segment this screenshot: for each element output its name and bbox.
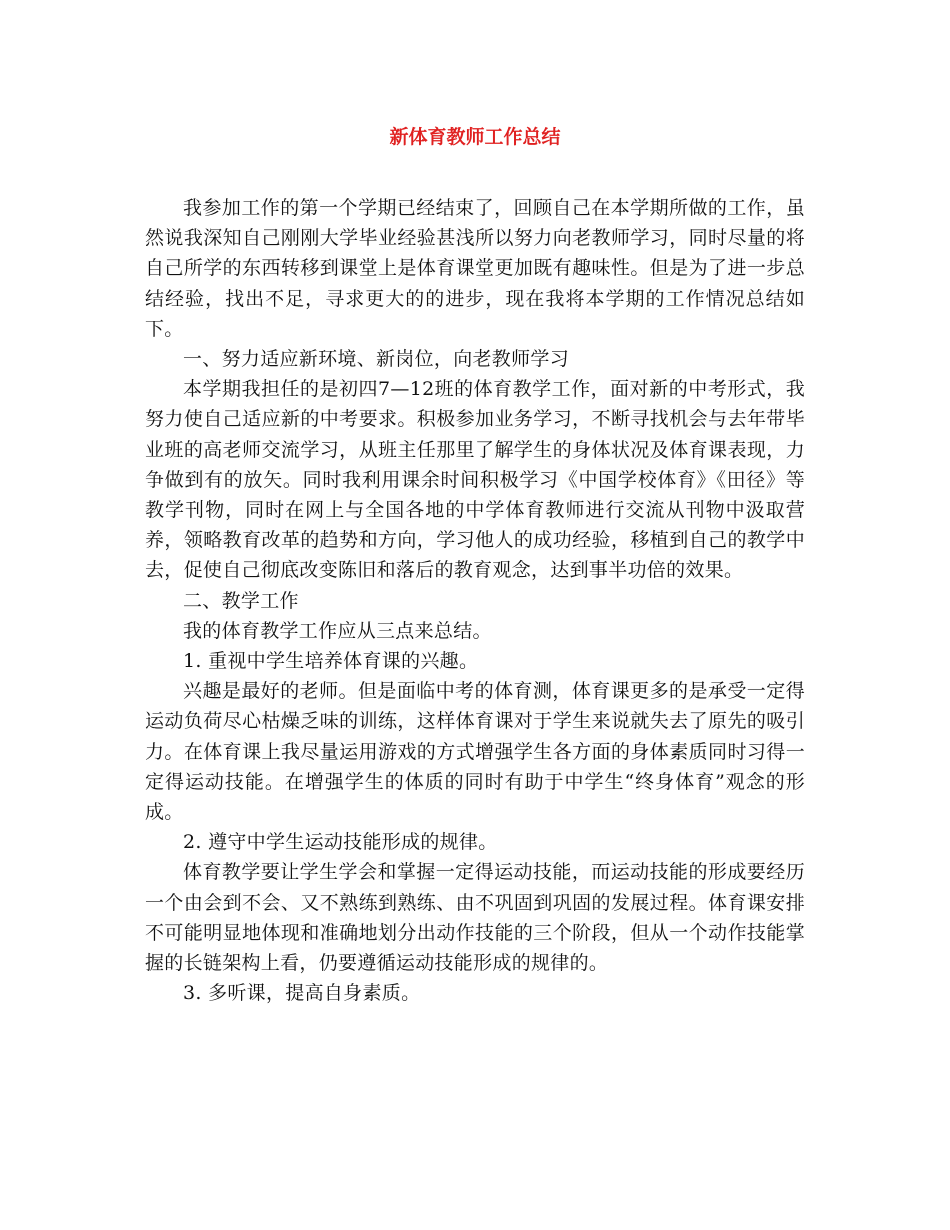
section-2-intro: 我的体育教学工作应从三点来总结。 [183, 619, 492, 642]
point-3-heading: 3. 多听课，提高自身素质。 [183, 982, 421, 1005]
document-title: 新体育教师工作总结 [389, 126, 561, 148]
section-heading-2: 二、教学工作 [183, 589, 299, 612]
section-heading-1: 一、努力适应新环境、新岗位，向老教师学习 [183, 348, 570, 371]
point-1-paragraph: 兴趣是最好的老师。但是面临中考的体育测，体育课更多的是承受一定得运动负荷尽心枯燥乏味的训练，这样体育课对于学生来说就失去了原先的吸引力。在体育课上我尽量运用游戏的方式增强学生各方面的身体素质同时习得一定得运动技能。在增强学生的体质的同时有助于中学生“终身体育”观念的形成。 [145, 680, 805, 824]
point-2-heading: 2. 遵守中学生运动技能形成的规律。 [183, 831, 498, 854]
point-2-paragraph: 体育教学要让学生学会和掌握一定得运动技能，而运动技能的形成要经历一个由会到不会、又不熟练到熟练、由不巩固到巩固的发展过程。体育课安排不可能明显地体现和准确地划分出动作技能的三个阶段，但从一个动作技能掌握的长链架构上看，仍要遵循运动技能形成的规律的。 [145, 861, 805, 975]
point-1-heading: 1. 重视中学生培养体育课的兴趣。 [183, 650, 479, 673]
document-body [145, 193, 805, 1008]
intro-paragraph: 我参加工作的第一个学期已经结束了，回顾自己在本学期所做的工作，虽然说我深知自己刚刚大学毕业经验甚浅所以努力向老教师学习，同时尽量的将自己所学的东西转移到课堂上是体育课堂更加既有趣味性。但是为了进一步总结经验，找出不足，寻求更大的的进步，现在我将本学期的工作情况总结如下。 [145, 197, 805, 340]
section-1-paragraph: 本学期我担任的是初四7—12班的体育教学工作，面对新的中考形式，我努力使自己适应新的中考要求。积极参加业务学习，不断寻找机会与去年带毕业班的高老师交流学习，从班主任那里了解学生的身体状况及体育课表现，力争做到有的放矢。同时我利用课余时间积极学习《中国学校体育》《田径》等教学刊物，同时在网上与全国各地的中学体育教师进行交流从刊物中汲取营养，领略教育改革的趋势和方向，学习他人的成功经验，移植到自己的教学中去，促使自己彻底改变陈旧和落后的教育观念，达到事半功倍的效果。 [145, 378, 805, 582]
